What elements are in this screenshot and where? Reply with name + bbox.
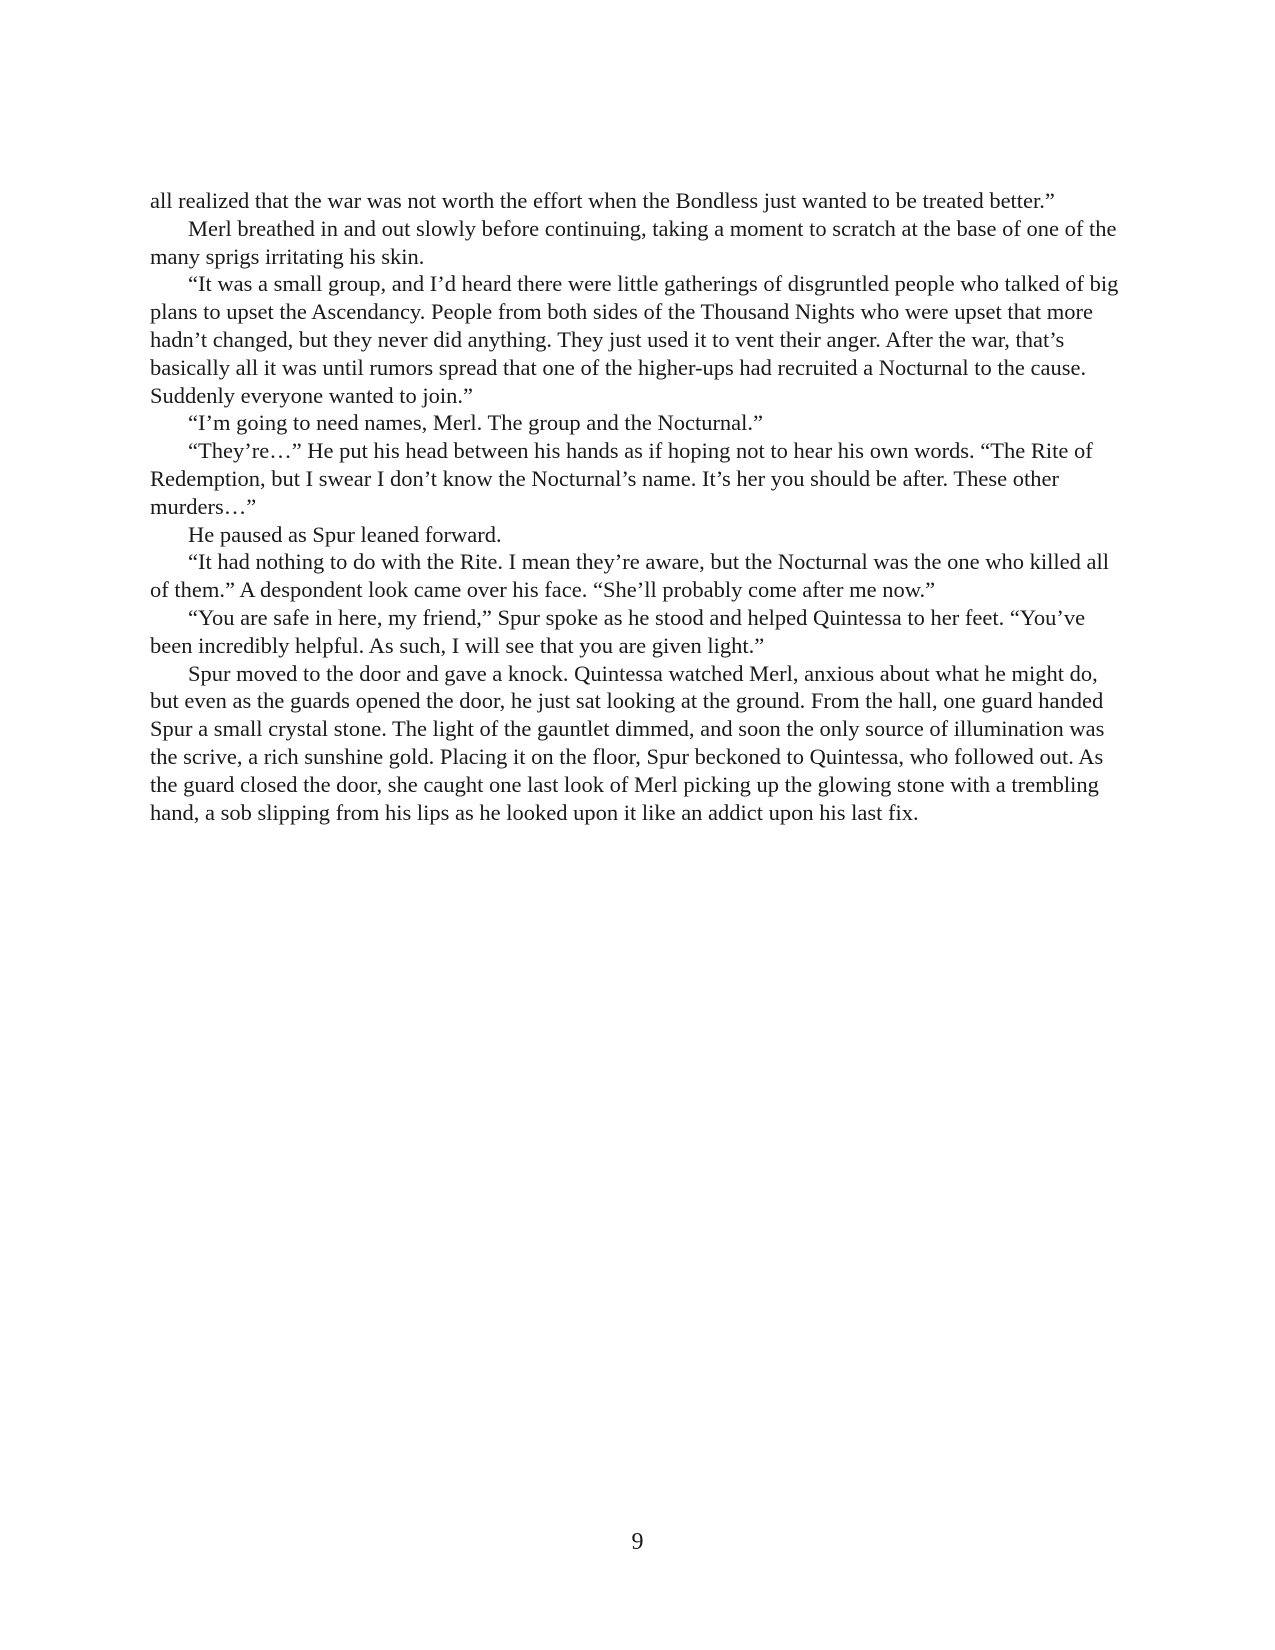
paragraph-1: all realized that the war was not worth the effort when the Bondless just wanted to be treated better.” — [150, 188, 1055, 213]
paragraph-6: He paused as Spur leaned forward. — [188, 521, 502, 547]
paragraph-8: “You are safe in here, my friend,” Spur spoke as he stood and helped Quintessa to her feet. “You’ve been incredibly helpful. As such, I will see that you are given light.” — [150, 604, 1086, 658]
paragraph-2: Merl breathed in and out slowly before continuing, taking a moment to scratch at the base of one of the many sprigs irritating his skin. — [150, 215, 1117, 269]
paragraph-5: “They’re…” He put his head between his hands as if hoping not to hear his own words. “The Rite of Redemption, but I swear I don’t know the Nocturnal’s name. It’s her you should be after. These other murders…” — [150, 438, 1093, 519]
paragraph-4: “I’m going to need names, Merl. The group and the Nocturnal.” — [188, 410, 764, 436]
paragraph-9: Spur moved to the door and gave a knock. Quintessa watched Merl, anxious about what he might do, but even as the guards opened the door, he just sat looking at the ground. From the hall, one guard handed Spur a small crystal stone. The light of the gauntlet dimmed, and soon the only source of illumination was the scrive, a rich sunshine gold. Placing it on the floor, Spur beckoned to Quintessa, who followed out. As the guard closed the door, she caught one last look of Merl picking up the glowing stone with a trembling hand, a sob slipping from his lips as he looked upon it like an addict upon his last fix. — [150, 660, 1105, 825]
body-text — [150, 187, 1128, 826]
paragraph-3: “It was a small group, and I’d heard there were little gatherings of disgruntled people who talked of big plans to upset the Ascendancy. People from both sides of the Thousand Nights who were upset that more hadn’t changed, but they never did anything. They just used it to vent their anger. After the war, that’s basically all it was until rumors spread that one of the higher-ups had recruited a Nocturnal to the cause. Suddenly everyone wanted to join.” — [150, 271, 1119, 408]
page-number: 9 — [631, 1529, 644, 1555]
paragraph-7: “It had nothing to do with the Rite. I mean they’re aware, but the Nocturnal was the one who killed all of them.” A despondent look came over his face. “She’ll probably come after me now.” — [150, 549, 1109, 603]
